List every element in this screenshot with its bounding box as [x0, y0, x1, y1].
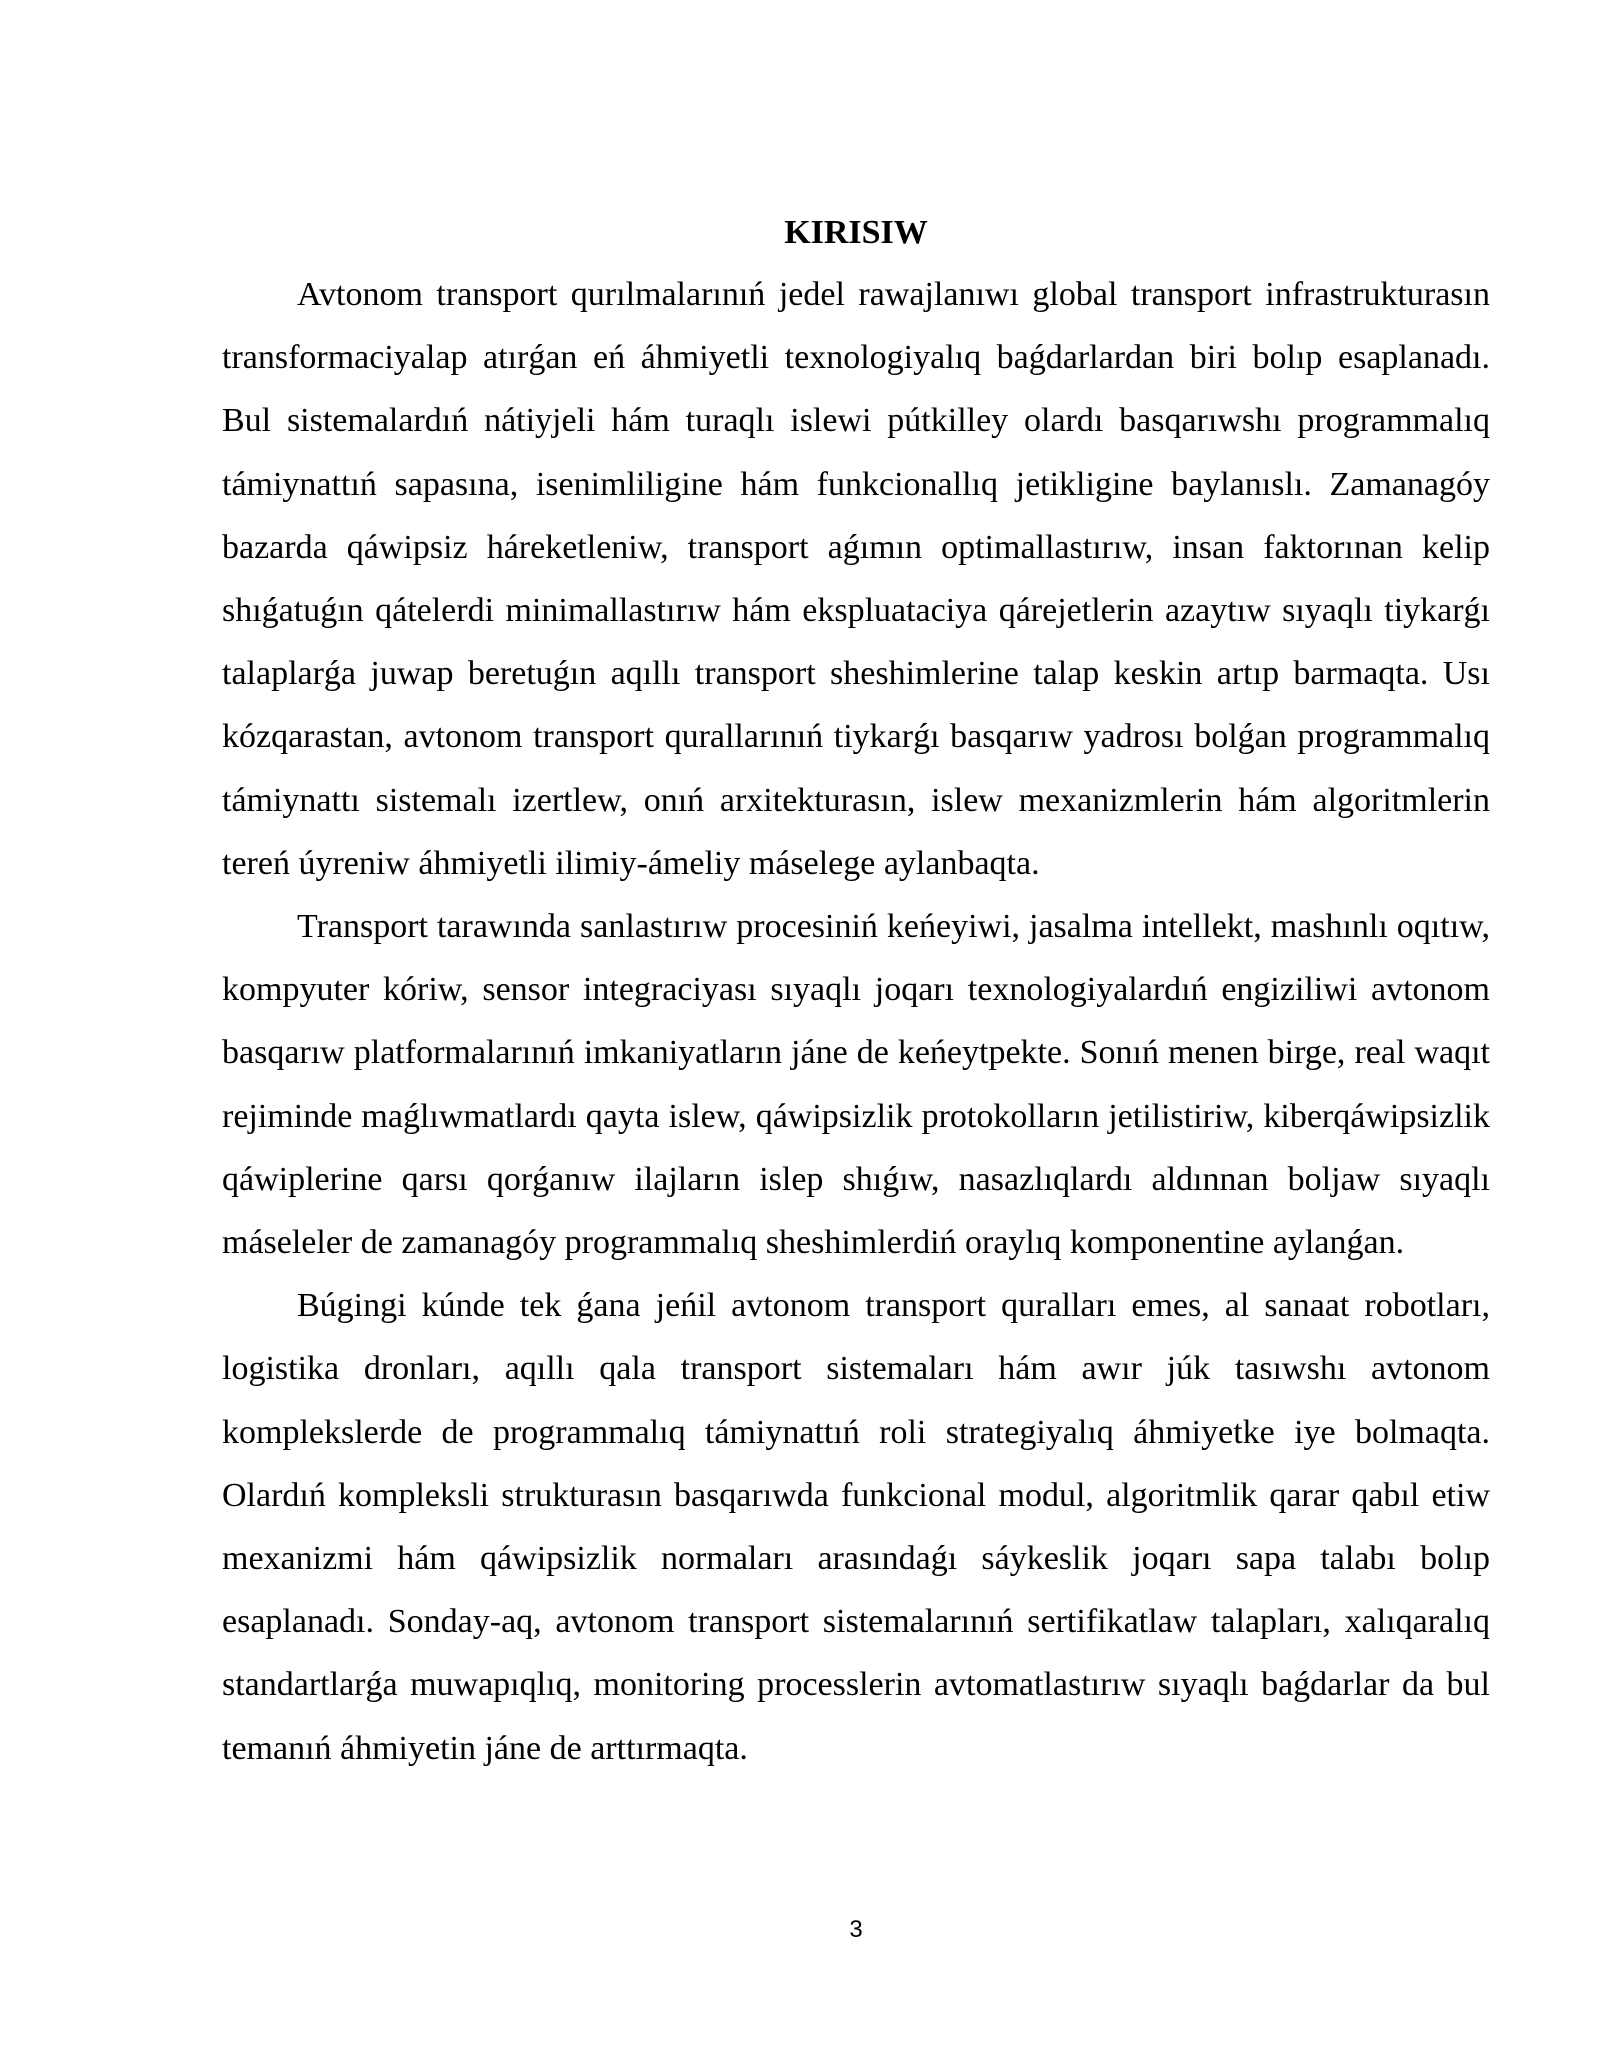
- paragraph-3: Búgingi kúnde tek ǵana jeńil avtonom transport quralları emes, al sanaat robotları, logistika dronları, aqıllı qala transport sistemaları hám awır júk tasıwshı avtonom komplekslerde de programmalıq támiynattıń roli strategiyalıq áhmiyetke iye bolmaqta. Olardıń kompleksli strukturasın basqarıwda funkcional modul, algoritmlik qarar qabıl etiw mexanizmi hám qáwipsizlik normaları arasındaǵı sáykeslik joqarı sapa talabı bolıp esaplanadı. Sonday-aq, avtonom transport sistemalarınıń sertifikatlaw talapları, xalıqaralıq standartlarǵa muwapıqlıq, monitoring processlerin avtomatlastırıw sıyaqlı baǵdarlar da bul temanıń áhmiyetin jáne de arttırmaqta.: [222, 1287, 1490, 1767]
- paragraph-2: Transport tarawında sanlastırıw procesiniń keńeyiwi, jasalma intellekt, mashınlı oqıtıw, kompyuter kóriw, sensor integraciyası sıyaqlı joqarı texnologiyalardıń engiziliwi avtonom basqarıw platformalarınıń imkaniyatların jáne de keńeytpekte. Sonıń menen birge, real waqıt rejiminde maǵlıwmatlardı qayta islew, qáwipsizlik protokolların jetilistiriw, kiberqáwipsizlik qáwiplerine qarsı qorǵanıw ilajların islep shıǵıw, nasazlıqlardı aldınnan boljaw sıyaqlı máseleler de zamanagóy programmalıq sheshimlerdiń oraylıq komponentine aylanǵan.: [222, 908, 1490, 1262]
- section-title: KIRISIW: [784, 214, 928, 251]
- page-content: [222, 203, 1490, 1780]
- page-number: 3: [849, 1916, 863, 1943]
- paragraph-1: Avtonom transport qurılmalarınıń jedel rawajlanıwı global transport infrastrukturasın transformaciyalap atırǵan eń áhmiyetli texnologiyalıq baǵdarlardan biri bolıp esaplanadı. Bul sistemalardıń nátiyjeli hám turaqlı islewi pútkilley olardı basqarıwshı programmalıq támiynattıń sapasına, isenimliligine hám funkcionallıq jetikligine baylanıslı. Zamanagóy bazarda qáwipsiz háreketleniw, transport aǵımın optimallastırıw, insan faktorınan kelip shıǵatuǵın qátelerdi minimallastırıw hám ekspluataciya qárejetlerin azaytıw sıyaqlı tiykarǵı talaplarǵa juwap beretuǵın aqıllı transport sheshimlerine talap keskin artıp barmaqta. Usı kózqarastan, avtonom transport qurallarınıń tiykarǵı basqarıw yadrosı bolǵan programmalıq támiynattı sistemalı izertlew, onıń arxitekturasın, islew mexanizmlerin hám algoritmlerin tereń úyreniw áhmiyetli ilimiy-ámeliy máselege aylanbaqta.: [222, 276, 1490, 882]
